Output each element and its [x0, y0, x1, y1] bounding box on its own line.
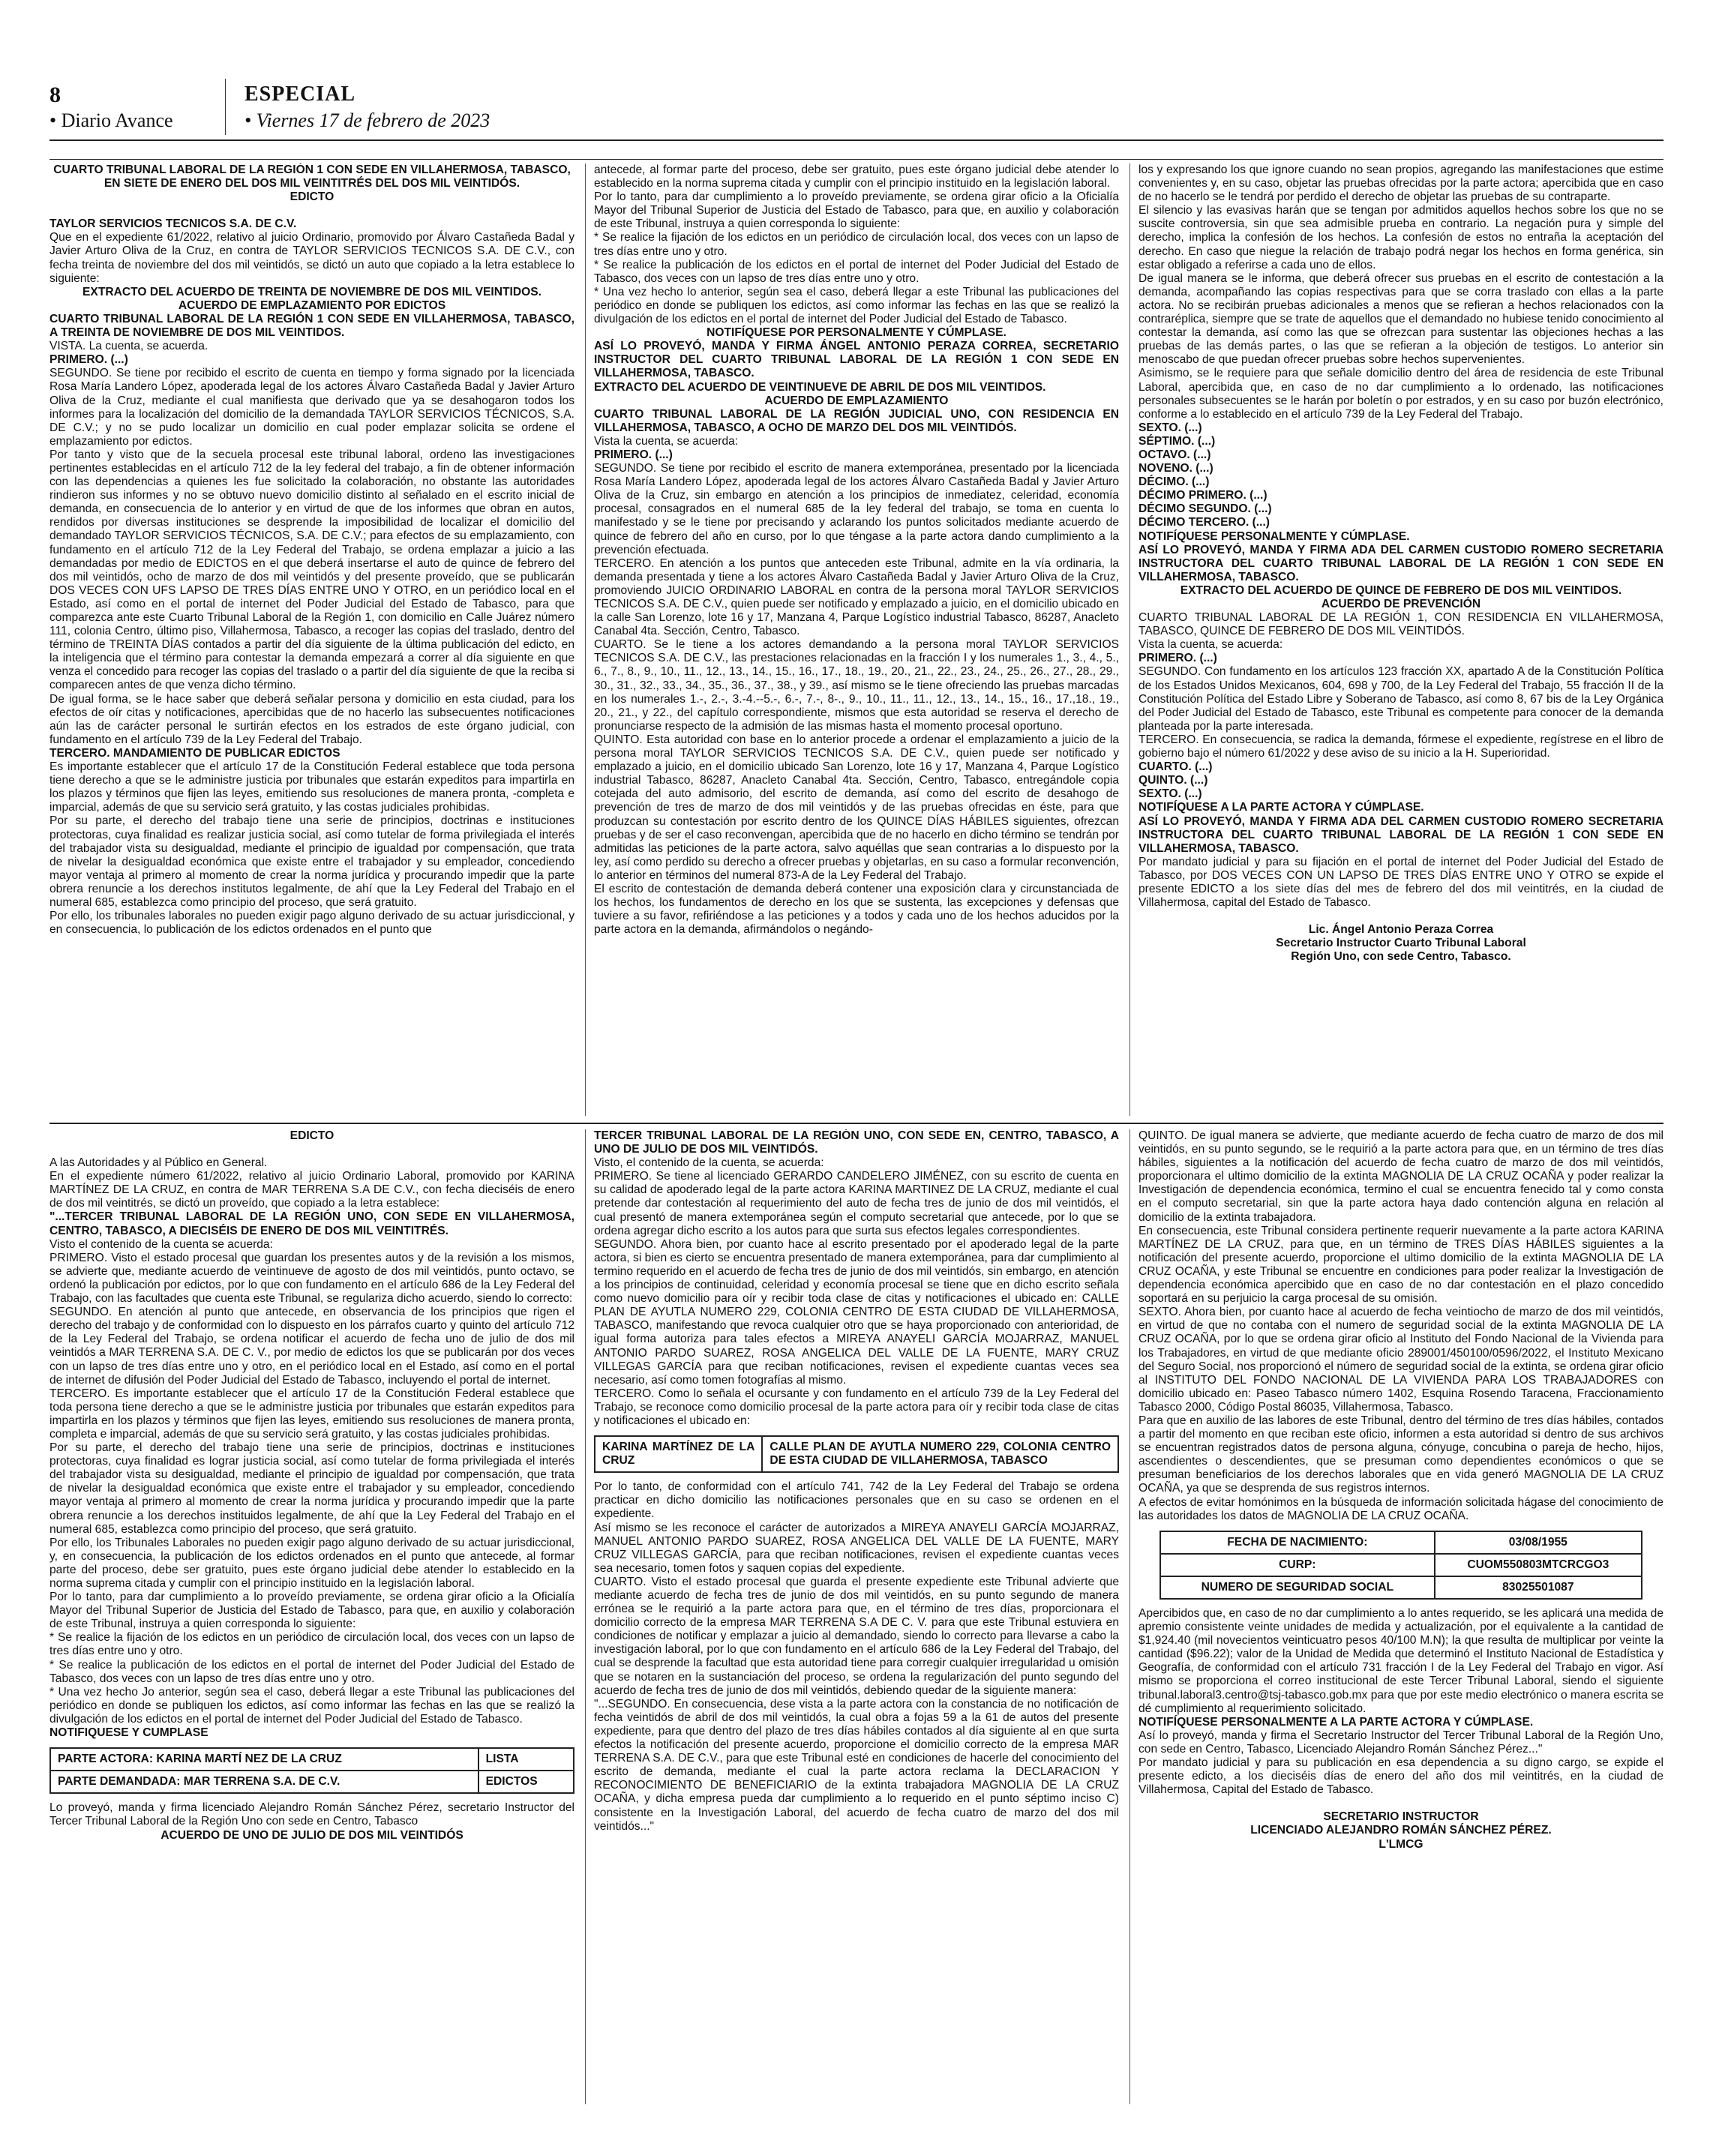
paragraph: En consecuencia, este Tribunal considera pertinente requerir nuevamente a la parte actora KARINA MARTÍNEZ DE LA CRUZ, para que, en un término de TRES DÍAS HÁBILES siguientes a la notificación del presente acuerdo, proporcione el ultimo domicilio de la extinta MAGNOLIA DE LA CRUZ OCAÑA, y este Tribunal se encuentre en condiciones para poder realizar la Investigación de dependencia económica apercibido que en caso de no dar contestación en el plazo concedido soportará en su perjuicio la carga procesal de su omisión.: [1138, 1224, 1664, 1306]
paragraph: En el expediente número 61/2022, relativo al juicio Ordinario Laboral, promovido por KARINA MARTÍNEZ DE LA CRUZ, en contra de MAR TERRENA S.A DE C.V., con fecha dieciséis de enero de dos mil veintitrés, se dictó un proveído, que copiado a la letra establece:: [50, 1170, 574, 1210]
paragraph: SEGUNDO. Se tiene por recibido el escrito de manera extemporánea, presentado por la licenciada Rosa María Landero López, apoderada legal de los actores Álvaro Castañeda Badal y Javier Arturo Oliva de la Cruz, sin embargo en atención a los principios de inmediatez, celeridad, economía procesal, consagrados en el numeral 685 de la ley federal del trabajo, se toma en cuenta lo manifestado y se le tiene por precisando y aclarando los puntos solicitados mediante acuerdo de quince de febrero del año en curso, por lo que téngase a la parte actora dando cumplimiento a la prevención efectuada.: [594, 462, 1119, 556]
paragraph: Por ello, los Tribunales Laborales no pueden exigir pago alguno derivado de su actuar jurisdiccional, y, en consecuencia, la publicación de los edictos ordenados en el punto que antecede, al formar parte del proceso, debe ser gratuito, pues este órgano judicial debe atender lo establecido en la norma suprema citada y cumplir con el principio instituido en la legislación laboral.: [50, 1536, 574, 1590]
edicto-column-5: [594, 1129, 1119, 2104]
list-item: DÉCIMO. (...): [1138, 475, 1210, 489]
paragraph: antecede, al formar parte del proceso, debe ser gratuito, pues este órgano judicial debe atender lo establecido en la norma suprema citada y cumplir con el principio instituido en la legislación laboral.: [594, 163, 1119, 190]
table-row: [1160, 1531, 1642, 1554]
parties-table: [50, 1747, 574, 1794]
header-divider: [225, 79, 226, 135]
list-item: QUINTO. (...): [1138, 774, 1208, 787]
paragraph: los y expresando los que ignore cuando no sean propios, agregando las manifestaciones que estime convenientes y, en su caso, objetar las pruebas ofrecidas por la parte actora; apercibida que en caso de no hacerlo se le tendrá por perdido el derecho de objetar las pruebas de su contraparte.: [1138, 163, 1664, 204]
list-item: CUARTO. (...): [1138, 760, 1213, 774]
signature-name: Lic. Ángel Antonio Peraza Correa: [1308, 923, 1494, 937]
signature-initials: L'LMCG: [1378, 1837, 1424, 1851]
paragraph: QUINTO. De igual manera se advierte, que mediante acuerdo de fecha cuatro de marzo de dos mil veintidós, en su punto segundo, se le requirió a la parte actora para que, en un término de tres días hábiles, siguientes a la notificación del acuerdo de fecha cuatro de marzo de dos mil veintidós, proporcionara el ultimo domicilio de la extinta MAGNOLIA DE LA CRUZ OCAÑA y poder realizar la Investigación de dependencia económica, termino el cual se encuentra fenecido tal y como consta en el computo secretarial, sin que la parte actora haya dado contención alguna en relación al domicilio de la extinta trabajadora.: [1138, 1129, 1664, 1224]
edicto-title: CUARTO TRIBUNAL LABORAL DE LA REGIÓN 1 CON SEDE EN VILLAHERMOSA, TABASCO, EN SIETE DE ENERO DEL DOS MIL VEINTITRÉS DEL DOS MIL VEINTIDÓS.: [53, 163, 571, 190]
paragraph: PRIMERO. Visto el estado procesal que guardan los presentes autos y de la revisión a los mismos, se advierte que, mediante acuerdo de veintinueve de agosto de dos mil veintidós, punto octavo, se ordenó la publicación por edictos, por lo que con fundamento en el artículo 686 de la Ley Federal del Trabajo, con las facultades que cuenta este Tribunal, se regulariza dicho acuerdo, siendo lo correcto:: [50, 1251, 574, 1306]
table-cell: FECHA DE NACIMIENTO:: [1160, 1531, 1435, 1554]
paragraph: Que en el expediente 61/2022, relativo al juicio Ordinario, promovido por Álvaro Castañeda Badal y Javier Arturo Oliva de la Cruz, en contra de TAYLOR SERVICIOS TECNICOS S.A. DE C.V., con fecha treinta de noviembre del dos mil veintidós, se dictó un auto que copiado a la letra establece lo siguiente:: [50, 231, 574, 285]
section-heading: CUARTO TRIBUNAL LABORAL DE LA REGIÓN 1 CON SEDE EN VILLAHERMOSA, TABASCO, A TREINTA DE NOVIEMBRE DE DOS MIL VEINTIDOS.: [50, 312, 574, 340]
table-cell: LISTA: [478, 1748, 574, 1771]
section-heading: TERCERO. MANDAMIENTO DE PUBLICAR EDICTOS: [50, 746, 340, 760]
paragraph: El silencio y las evasivas harán que se tengan por admitidos aquellos hechos sobre los que no se suscite controversia, sin que sea admisible prueba en contrario. La negación pura y simple del derecho, implica la confesión de los hechos. La confesión de estos no entraña la aceptación del derecho. En caso que niegue la relación de trabajo podrá negar los hechos en forma genérica, sin estar obligado a referirse a cada uno de ellos.: [1138, 204, 1664, 271]
table-cell: PARTE ACTORA: KARINA MARTÍ NEZ DE LA CRUZ: [50, 1748, 478, 1771]
list-item: SEXTO. (...): [1138, 787, 1202, 801]
paragraph: PRIMERO. (...): [594, 448, 673, 461]
section-heading: ACUERDO DE PREVENCIÓN: [1321, 598, 1481, 610]
section-separator: [50, 1123, 1664, 1124]
paragraph: Asimismo, se le requiere para que señale domicilio dentro del área de residencia de este Tribunal Laboral, apercibida que, en caso de no dar cumplimiento a lo ordenado, las notificaciones personales subsecuentes se le harán por boletín o por estrados, y en su caso por buzón electrónico, conforme a lo establecido en el artículo 739 de la Ley Federal del Trabajo.: [1138, 367, 1664, 421]
paragraph: Es importante establecer que el artículo 17 de la Constitución Federal establece que toda persona tiene derecho a que se le administre justicia por tribunales que estarán expeditos para impartirla en los plazos y términos que fijen las leyes, emitiendo sus resoluciones de manera pronta, -completa e imparcial, además de que su servicio será gratuito, y las costas judiciales prohibidas.: [50, 760, 574, 814]
bullet-item: * Una vez hecho lo anterior, según sea el caso, deberá llegar a este Tribunal las publicaciones del periódico en donde se publiquen los edictos, así como informar las fechas en las que se realizó la divulgación de los edictos en el portal de internet del Poder Judicial del Estado de Tabasco.: [594, 285, 1119, 326]
section-title: ESPECIAL: [244, 82, 356, 106]
list-item: OCTAVO. (...): [1138, 448, 1211, 461]
page-number: 8: [50, 82, 61, 107]
paragraph: TERCERO. Es importante establecer que el artículo 17 de la Constitución Federal establece que toda persona tiene derecho a que se le administre justicia por tribunales que estarán expeditos para impartirla en los plazos y términos que fijen las leyes, emitiendo sus resoluciones de manera pronta, completa e imparcial, además de que su servicio será gratuito, y las costas judiciales prohibidas.: [50, 1387, 574, 1441]
section-heading: ACUERDO DE UNO DE JULIO DE DOS MIL VEINTIDÓS: [160, 1828, 464, 1842]
table-cell: 03/08/1955: [1435, 1531, 1642, 1554]
paragraph: SEGUNDO. Ahora bien, por cuanto hace al escrito presentado por el apoderado legal de la parte actora, si bien es cierto se encuentra presentado de manera extemporánea, para dar cumplimiento al termino requerido en el acuerdo de fecha tres de junio de dos mil veintidós, sin embargo, en atención a los principios de continuidad, celeridad y economía procesal se tiene que en dicho escrito señala como nuevo domicilio para oír y recibir toda clase de citas y notificaciones el ubicado en: CALLE PLAN DE AYUTLA NUMERO 229, COLONIA CENTRO DE ESTA CIUDAD DE VILLAHERMOSA, TABASCO, manifestando que revoca cualquier otro que se haya proporcionado con anterioridad, de igual forma autoriza para tales efectos a MIREYA ANAYELI GARCÍA MOJARRAZ, MANUEL ANTONIO PARDO SUAREZ, ROSA ANGELICA DEL VALLE DE LA FUENTE, MARY CRUZ VILLEGAS GARCÍA para que reciban notificaciones, revisen el expediente cuantas veces sea necesario, así como tomen fotografías al mismo.: [594, 1237, 1119, 1387]
section-heading: TERCER TRIBUNAL LABORAL DE LA REGIÓN UNO, CON SEDE EN, CENTRO, TABASCO, A UNO DE JULIO DE DOS MIL VEINTIDÓS.: [594, 1129, 1119, 1156]
signature-title: Secretario Instructor Cuarto Tribunal Laboral: [1276, 937, 1526, 950]
section-heading: NOTIFIQUESE Y CUMPLASE: [50, 1726, 208, 1740]
signature-title: SECRETARIO INSTRUCTOR: [1323, 1810, 1479, 1824]
list-item: SEXTO. (...): [1138, 421, 1202, 434]
paragraph: TERCERO. En atención a los puntos que anteceden este Tribunal, admite en la vía ordinaria, la demanda presentada y tiene a los actores Álvaro Castañeda Badal y Javier Arturo Oliva de la Cruz, promoviendo JUICIO ORDINARIO LABORAL en contra de la persona moral TAYLOR SERVICIOS TECNICOS S.A. DE C.V., quien puede ser notificado y emplazado a juicio, en el domicilio ubicado en la calle San Lorenzo, lote 16 y 17, Manzana 4, Parque Logístico industrial Tabasco, 86287, Anacleto Canabal 4ta. Sección, Centro, Tabasco.: [594, 556, 1119, 638]
content-top-rule: [50, 159, 1664, 160]
paragraph: Visto, el contenido de la cuenta, se acuerda:: [594, 1156, 824, 1170]
table-cell: KARINA MARTÍNEZ DE LA CRUZ: [595, 1436, 762, 1472]
section-heading: ASÍ LO PROVEYÓ, MANDA Y FIRMA ÁNGEL ANTONIO PERAZA CORREA, SECRETARIO INSTRUCTOR DEL CUARTO TRIBUNAL LABORAL DE LA REGIÓN 1 CON SEDE EN VILLAHERMOSA, TABASCO.: [594, 340, 1119, 380]
edicto-column-4: [50, 1129, 574, 2104]
paragraph: TERCERO. En consecuencia, se radica la demanda, fórmese el expediente, regístrese en el libro de gobierno bajo el número 61/2022 y dese aviso de su inicio a la H. Superioridad.: [1138, 733, 1664, 760]
table-row: [50, 1771, 574, 1793]
section-heading: NOTIFÍQUESE A LA PARTE ACTORA Y CÚMPLASE.: [1138, 801, 1424, 814]
bullet-item: * Se realice la publicación de los edictos en el portal de internet del Poder Judicial del Estado de Tabasco, dos veces con un lapso de tres días entre uno y otro.: [594, 258, 1119, 285]
section-heading: EXTRACTO DEL ACUERDO DE QUINCE DE FEBRERO DE DOS MIL VEINTIDOS.: [1180, 583, 1622, 597]
edicto-column-6: [1138, 1129, 1664, 2104]
edicto-column-1: [50, 163, 574, 1116]
paragraph: SEXTO. Ahora bien, por cuanto hace al acuerdo de fecha veintiocho de marzo de dos mil veintidós, en virtud de que no contaba con el numero de seguridad social de la extinta MAGNOLIA DE LA CRUZ OCAÑA, por lo que se ordena girar oficio al Instituto del Fondo Nacional de la Vivienda para los Trabajadores, en virtud de que mediante oficio 289001/450100/0596/2022, el Instituto Mexicano del Seguro Social, nos proporcionó el número de seguridad social de la extinta, se ordena girar oficio al INSTITUTO DEL FONDO NACIONAL DE LA VIVIENDA PARA LOS TRABAJADORES con domicilio ubicado en: Paseo Tabasco número 1402, Esquina Rosendo Taracena, Fraccionamiento Tabasco 2000, Código Postal 86035, Villahermosa, Tabasco.: [1138, 1306, 1664, 1414]
publication-date: • Viernes 17 de febrero de 2023: [244, 109, 490, 131]
paragraph: Para que en auxilio de las labores de este Tribunal, dentro del término de tres días hábiles, contados a partir del momento en que reciban este oficio, informen a esta autoridad si dentro de sus archivos se encuentran registrados datos de persona alguna, cónyuge, concubina o pareja de hecho, hijos, ascendientes o descendientes, que se presuman como dependientes económicos o que se presuman beneficiarios de los derechos laborales que en vida generó MAGNOLIA DE LA CRUZ OCAÑA, ya que se desprenda de sus registros internos.: [1138, 1414, 1664, 1495]
bullet-item: * Se realice la fijación de los edictos en un periódico de circulación local, dos veces con un lapso de tres días entre uno y otro.: [594, 231, 1119, 258]
edicto-heading: EDICTO: [290, 1129, 334, 1142]
paragraph: "...TERCER TRIBUNAL LABORAL DE LA REGIÓN UNO, CON SEDE EN VILLAHERMOSA, CENTRO, TABASCO, A DIECISÉIS DE ENERO DE DOS MIL VEINTITRÉS.: [50, 1210, 574, 1237]
table-cell: 83025501087: [1435, 1576, 1642, 1599]
list-item: SÉPTIMO. (...): [1138, 434, 1216, 448]
paragraph: Por lo tanto, para dar cumplimiento a lo proveído previamente, se ordena girar oficio a la Oficialía Mayor del Tribunal Superior de Justicia del Estado de Tabasco, para que, en auxilio y colaboración de este Tribunal, instruya a quien corresponda lo siguiente:: [50, 1591, 574, 1631]
table-cell: CUOM550803MTCRCGO3: [1435, 1554, 1642, 1576]
header-rule: [50, 139, 1664, 141]
section-heading: ACUERDO DE EMPLAZAMIENTO POR EDICTOS: [178, 298, 446, 312]
edicto-heading: EDICTO: [290, 190, 334, 204]
edicto-column-2: [594, 163, 1119, 1116]
newspaper-name: • Diario Avance: [50, 109, 173, 131]
paragraph: QUINTO. Esta autoridad con base en lo anterior procede a ordenar el emplazamiento a juicio de la persona moral TAYLOR SERVICIOS TECNICOS S.A. DE C.V., quien puede ser notificado y emplazado a juicio, en el domicilio ubicado San Lorenzo, lote 16 y 17, Manzana 4, Parque Logístico industrial Tabasco, 86287, Anacleto Canabal 4ta. Sección, Centro, Tabasco, entregándole copia cotejada del auto admisorio, del escrito de demanda, así como del escrito de desahogo de prevención de tres de marzo de dos mil veintidós y de las pruebas ofrecidas en éste, para que produzcan su contestación por escrito dentro de los QUINCE DÍAS HÁBILES siguientes, ofrezcan pruebas y de ser el caso reconvengan, apercibida que de no hacerlo en dicho término se tendrán por admitidas las peticiones de la parte actora, salvo aquéllas que sean contrarias a lo dispuesto por la ley, así como perdido su derecho a ofrecer pruebas y objetarlas, en su caso a formular reconvención, lo anterior en términos del numeral 873-A de la Ley Federal del Trabajo.: [594, 733, 1119, 882]
paragraph: Por mandato judicial y para su fijación en el portal de internet del Poder Judicial del Estado de Tabasco, por DOS VECES CON UN LAPSO DE TRES DÍAS ENTRE UNO Y OTRO se expide el presente EDICTO a los siete días del mes de febrero del dos mil veintitrés, en la ciudad de Villahermosa, capital del Estado de Tabasco.: [1138, 855, 1664, 910]
paragraph: CUARTO. Visto el estado procesal que guarda el presente expediente este Tribunal advierte que mediante acuerdo de fecha tres de junio de dos mil veintidós, en su punto segundo de manera errónea se le requirió a la parte actora para que, en el término de tres días, proporcionara el domicilio correcto de la empresa MAR TERRENA S.A DE C. V. para que este Tribunal estuviera en condiciones de notificar y emplazar a juicio al demandado, siendo lo correcto para llevarse a cabo la investigación laboral, por lo que con fundamento en el artículo 686 de la Ley Federal del Trabajo, del cual se desprende la facultad que esta autoridad tiene para corregir cualquier irregularidad u omisión que se notaren en la sustanciación del proceso, se ordena la regularización del punto segundo del acuerdo de fecha tres de junio de dos mil veintidós, debiendo quedar de la siguiente manera:: [594, 1575, 1119, 1697]
paragraph: TERCERO. Como lo señala el ocursante y con fundamento en el artículo 739 de la Ley Federal del Trabajo, se reconoce como domicilio procesal de la parte actora para oír y recibir toda clase de citas y notificaciones el ubicado en:: [594, 1387, 1119, 1427]
list-item: DÉCIMO SEGUNDO. (...): [1138, 502, 1272, 516]
list-item: DÉCIMO TERCERO. (...): [1138, 516, 1270, 529]
paragraph: Por mandato judicial y para su publicación en esa dependencia a su digno cargo, se expide el presente edicto, a los dieciséis días de enero del año dos mil veintitrés, en la ciudad de Villahermosa, Capital del Estado de Tabasco.: [1138, 1756, 1664, 1797]
bullet-item: * Una vez hecho Jo anterior, según sea el caso, deberá llegar a este Tribunal las publicaciones del periódico en donde se publiquen los edictos, así como informar las fechas en las que se realizó la divulgación de los edictos en el portal de internet del Poder Judicial del Estado de Tabasco.: [50, 1685, 574, 1726]
paragraph: Visto el contenido de la cuenta se acuerda:: [50, 1237, 273, 1251]
paragraph: A efectos de evitar homónimos en la búsqueda de información solicitada hágase del conocimiento de las autoridades los datos de MAGNOLIA DE LA CRUZ OCAÑA.: [1138, 1495, 1664, 1522]
paragraph: Por su parte, el derecho del trabajo tiene una serie de principios, doctrinas e instituciones protectoras, cuya finalidad es lograr justicia social, así como tutelar de forma privilegiada el interés del trabajador vista su desigualdad, mediante el principio de igualdad por compensación, que trata de nivelar la desigualdad económica que existe entre el trabajador y su empleador, concediendo mayor ventaja al primero al momento de crear la norma jurídica y procurando impedir que la parte obrera renuncie a los derechos instituidos legalmente, de ahí que la Ley Federal del Trabajo en el numeral 685, establezca como principio del proceso, que será gratuito.: [50, 1441, 574, 1536]
paragraph: PRIMERO. (...): [50, 353, 128, 367]
section-heading: ASÍ LO PROVEYÓ, MANDA Y FIRMA ADA DEL CARMEN CUSTODIO ROMERO SECRETARIA INSTRUCTORA DEL CUARTO TRIBUNAL LABORAL DE LA REGIÓN 1 CON SEDE EN VILLAHERMOSA, TABASCO.: [1138, 543, 1664, 583]
table-row: [50, 1748, 574, 1771]
list-item: NOVENO. (...): [1138, 462, 1214, 475]
bullet-item: * Se realice la publicación de los edictos en el portal de internet del Poder Judicial del Estado de Tabasco, dos veces con un lapso de tres días entre uno y otro.: [50, 1658, 574, 1685]
section-heading: EXTRACTO DEL ACUERDO DE TREINTA DE NOVIEMBRE DE DOS MIL VEINTIDOS.: [82, 285, 542, 298]
paragraph: CUARTO TRIBUNAL LABORAL DE LA REGIÓN 1, CON RESIDENCIA EN VILLAHERMOSA, TABASCO, QUINCE DE FEBRERO DE DOS MIL VEINTIDÓS.: [1138, 611, 1664, 638]
paragraph: De igual forma, se le hace saber que deberá señalar persona y domicilio en esta ciudad, para los efectos de oír citas y notificaciones, apercibidas que de no hacerlo las subsecuentes notificaciones aún las de carácter personal le surtirán efectos en los estrados de este órgano judicial, con fundamento en el artículo 739 de la Ley Federal del Trabajo.: [50, 692, 574, 746]
paragraph: Así mismo se les reconoce el carácter de autorizados a MIREYA ANAYELI GARCÍA MOJARRAZ, MANUEL ANTONIO PARDO SUAREZ, ROSA ANGELICA DEL VALLE DE LA FUENTE, MARY CRUZ VILLEGAS GARCÍA, para que reciban notificaciones, revisen el expediente cuantas veces sea necesario, tomen fotos y saquen copias del expediente.: [594, 1521, 1119, 1575]
table-cell: NUMERO DE SEGURIDAD SOCIAL: [1160, 1576, 1435, 1599]
paragraph: Vista la cuenta, se acuerda:: [1138, 638, 1283, 652]
paragraph: Por lo tanto, de conformidad con el artículo 741, 742 de la Ley Federal del Trabajo se ordena practicar en dicho domicilio las notificaciones personales que en su caso se ordenen en el expediente.: [594, 1480, 1119, 1521]
list-item: DÉCIMO PRIMERO. (...): [1138, 489, 1268, 502]
paragraph: SEGUNDO. Se tiene por recibido el escrito de cuenta en tiempo y forma signado por la licenciada Rosa María Landero López, apoderada legal de los actores Álvaro Castañeda Badal y Javier Arturo Oliva de la Cruz, mediante el cual manifiesta que derivado que ya se desahogaron todos los informes para la localización del domicilio de la demandada TAYLOR SERVICIOS TÉCNICOS, S.A. DE C.V.; y no se pudo localizar un domicilio en cual poder emplazar solicita se ordene el emplazamiento por edictos.: [50, 367, 574, 448]
table-row: [1160, 1576, 1642, 1599]
paragraph: CUARTO. Se le tiene a los actores demandando a la persona moral TAYLOR SERVICIOS TECNICOS S.A. DE C.V., las prestaciones relacionadas en la fracción I y los numerales 1., 3., 4., 5., 6., 7., 8., 9., 10., 11., 12., 13., 14., 15., 16., 17., 18., 19., 20., 21., 22., 23., 24., 25., 26., 27., 28., 29., 30., 31., 32., 33., 34., 35., 36., 37., 38., y 39., así mismo se le tiene ofreciendo las pruebas marcadas en los numerales 1.-, 2.-, 3.-4.--5.-, 6.-, 7.-, 8-., 9., 10., 11., 11., 12., 13., 14., 15., 16., 17.,18., 19., 20., 21., y 22., del capítulo correspondiente, mismos que esta autoridad se reserva el derecho de pronunciarse respecto de la admisión de las mismas hasta el momento procesal oportuno.: [594, 638, 1119, 733]
edicto-column-3: [1138, 163, 1664, 1116]
column-divider: [585, 163, 586, 1116]
section-heading: NOTIFÍQUESE PERSONALMENTE Y CÚMPLASE.: [1138, 529, 1410, 543]
table-row: [1160, 1554, 1642, 1576]
bullet-item: * Se realice la fijación de los edictos en un periódico de circulación local, dos veces con un lapso de tres días entre uno y otro.: [50, 1631, 574, 1658]
section-heading: NOTIFÍQUESE PERSONALMENTE A LA PARTE ACTORA Y CÚMPLASE.: [1138, 1715, 1534, 1729]
paragraph: Así lo proveyó, manda y firma el Secretario Instructor del Tercer Tribunal Laboral de la Región Uno, con sede en Centro, Tabasco, Licenciado Alejandro Román Sánchez Pérez...": [1138, 1729, 1664, 1756]
section-heading: ASÍ LO PROVEYÓ, MANDA Y FIRMA ADA DEL CARMEN CUSTODIO ROMERO SECRETARIA INSTRUCTORA DEL CUARTO TRIBUNAL LABORAL DE LA REGIÓN 1 CON SEDE EN VILLAHERMOSA, TABASCO.: [1138, 814, 1664, 855]
paragraph: A las Autoridades y al Público en General.: [50, 1156, 268, 1170]
paragraph: El escrito de contestación de demanda deberá contener una exposición clara y circunstanciada de los hechos, los fundamentos de derecho en los que se sustenta, las excepciones y defensas que tuviere a su favor, refiriéndose a las peticiones y a todos y cada uno de los hechos aducidos por la parte actora en la demanda, afirmándolos o negándo-: [594, 882, 1119, 937]
table-row: [595, 1436, 1118, 1472]
paragraph: PRIMERO. Se tiene al licenciado GERARDO CANDELERO JIMÉNEZ, con su escrito de cuenta en su calidad de apoderado legal de la parte actora KARINA MARTINEZ DE LA CRUZ, mediante el cual pretende dar contestación al requerimiento del auto de fecha tres de junio de dos mil veintidós, el cual presentó de manera extemporánea según el computo secretarial que antecede, por lo que se ordena agregar dicho escrito a los autos para que surta sus efectos legales correspondientes.: [594, 1170, 1119, 1237]
table-cell: EDICTOS: [478, 1771, 574, 1793]
table-cell: CALLE PLAN DE AYUTLA NUMERO 229, COLONIA CENTRO DE ESTA CIUDAD DE VILLAHERMOSA, TABASCO: [762, 1436, 1118, 1472]
paragraph: "...SEGUNDO. En consecuencia, dese vista a la parte actora con la constancia de no notificación de fecha veintidós de abril de dos mil veintidós, la cual obra a fojas 59 a la 61 de autos del presente expediente, para que dentro del plazo de tres días hábiles contados al día siguiente al en que surta efectos la notificación del presente acuerdo, proporcione el domicilio correcto de la empresa MAR TERRENA S.A. DE C.V., para que este Tribunal esté en condiciones de hacerle del conocimiento del escrito de demanda, mediante el cual la parte actora reclama la DECLARACION Y RECONOCIMIENTO DE BENEFICIARIO de la extinta trabajadora MAGNOLIA DE LA CRUZ OCAÑA, y dicha empresa pueda dar cumplimiento a lo requerido en el punto séptimo inciso C) consistente en la Investigación Laboral, del acuerdo de fecha cuatro de marzo del dos mil veintidós...": [594, 1697, 1119, 1833]
identity-table: [1160, 1531, 1642, 1600]
paragraph: Por lo tanto, para dar cumplimiento a lo proveído previamente, se ordena girar oficio a la Oficialía Mayor del Tribunal Superior de Justicia del Estado de Tabasco, para que, en auxilio y colaboración de este Tribunal, instruya a quien corresponda lo siguiente:: [594, 190, 1119, 231]
paragraph: Por su parte, el derecho del trabajo tiene una serie de principios, doctrinas e instituciones protectoras, cuya finalidad es realizar justicia social, así como tutelar de forma privilegiada el interés del trabajador vista su desigualdad, mediante el principio de igualdad por compensación, que trata de nivelar la desigualdad económica que existe entre el trabajador y su empleador, concediendo mayor ventaja al primero al momento de crear la norma jurídica y procurando impedir que la parte obrera renuncie a los derechos institutos legalmente, de ahí que la Ley Federal del Trabajo en el numeral 685, establezca como principio del proceso, que será gratuito.: [50, 814, 574, 909]
section-heading: EXTRACTO DEL ACUERDO DE VEINTINUEVE DE ABRIL DE DOS MIL VEINTIDOS.: [594, 380, 1046, 394]
paragraph: PRIMERO. (...): [1138, 652, 1217, 665]
table-cell: PARTE DEMANDADA: MAR TERRENA S.A. DE C.V.: [50, 1771, 478, 1793]
address-table: [594, 1435, 1119, 1473]
table-cell: CURP:: [1160, 1554, 1435, 1576]
paragraph: Por tanto y visto que de la secuela procesal este tribunal laboral, ordeno las investigaciones pertinentes establecidas en el artículo 712 de la ley federal del trabajo, a fin de obtener información con las dependencias a quienes les fue solicitado la colaboración, no obstante las autoridades rindieron sus informes y no se obtuvo nuevo domicilio distinto al señalado en el escrito inicial de demanda, en consecuencia de lo anterior y en virtud de que de los informes que obran en autos, rendidos por diversas instituciones se desprende la imposibilidad de localizar el domicilio del demandado TAYLOR SERVICIOS TÉCNICOS, S.A. DE C.V.; para efectos de su emplazamiento, con fundamento en el artículo 712 de la Ley Federal del Trabajo, se ordena emplazar a juicio a las demandadas por medio de EDICTOS en el que deberá insertarse el auto de quince de febrero del dos mil veintidós, ocho de marzo de dos mil veintidós y del presente proveído, que se publicarán DOS VECES CON UFS LAPSO DE TRES DÍAS ENTRE UNO Y OTRO, en un periódico local en el Estado, así como en el portal de internet del Poder Judicial del Estado de Tabasco, para que comparezca ante este Cuarto Tribunal Laboral de la Región 1, con domicilio en Calle Juárez número 111, colonia Centro, último piso, Villahermosa, Tabasco, a recoger las copias del traslado, dentro del término de TREINTA DÍAS contados a partir del día siguiente de la última publicación del edicto, en la inteligencia que el término para contestar la demanda empezará a correr al día siguiente en que venza el concedido para recoger las copias del traslado o a partir del día siguiente de que la reciba si comparecen antes de que venza dicho término.: [50, 448, 574, 692]
signature-title: Región Uno, con sede Centro, Tabasco.: [1291, 950, 1511, 964]
section-heading: NOTIFÍQUESE POR PERSONALMENTE Y CÚMPLASE.: [706, 326, 1006, 340]
paragraph: Apercibidos que, en caso de no dar cumplimiento a lo antes requerido, se les aplicará una medida de apremio consistente veinte unidades de medida y actualización, por el equivalente a la cantidad de $1,924.40 (mil novecientos veinticuatro pesos 40/100 M.N); la que resulta de multiplicar por veinte la cantidad ($96.22); valor de la Unidad de Medida que determinó el Instituto Nacional de Estadística y Geografía, de conformidad con el artículo 731 fracción I de la Ley Federal del Trabajo en vigor. Así mismo se proporciona el correo institucional de este Tercer Tribunal Laboral, siendo el siguiente tribunal.laboral3.centro@tsj-tabasco.gob.mx para que por este medio electrónico o manera escrita se dé cumplimiento al requerimiento solicitado.: [1138, 1607, 1664, 1715]
paragraph: Vista la cuenta, se acuerda:: [594, 434, 739, 448]
signature-name: LICENCIADO ALEJANDRO ROMÁN SÁNCHEZ PÉREZ.: [1250, 1824, 1552, 1837]
paragraph: VISTA. La cuenta, se acuerda.: [50, 340, 208, 353]
paragraph: De igual manera se le informa, que deberá ofrecer sus pruebas en el escrito de contestación a la demanda, acompañando las copias respectivas para que se corra traslado con ellas a la parte actora. No se recibirán pruebas adicionales a menos que se refieran a hechos relacionados con la contraréplica, siempre que se trate de aquellos que el demandado no hubiese tenido conocimiento al contestar la demanda, así como las que se ofrezcan para sustentar las objeciones hechas a las pruebas de las demás partes, o las que se refieran a la objeción de testigos. Lo anterior sin menoscabo de que puedan ofrecer pruebas sobre hechos supervenientes.: [1138, 271, 1664, 367]
section-heading: ACUERDO DE EMPLAZAMIENTO: [764, 394, 949, 407]
paragraph: Por ello, los tribunales laborales no pueden exigir pago alguno derivado de su actuar jurisdiccional, y en consecuencia, lo publicación de los edictos ordenados en el punto que: [50, 910, 574, 937]
paragraph: SEGUNDO. Con fundamento en los artículos 123 fracción XX, apartado A de la Constitución Política de los Estados Unidos Mexicanos, 604, 698 y 700, de la Ley Federal del Trabajo, 55 fracción II de la Constitución Política del Estado Libre y Soberano de Tabasco, así como 8, 67 bis de la Ley Orgánica del Poder Judicial del Estado de Tabasco, este Tribunal es competente para conocer de la demanda planteada por la parte interesada.: [1138, 665, 1664, 733]
section-heading: CUARTO TRIBUNAL LABORAL DE LA REGIÓN JUDICIAL UNO, CON RESIDENCIA EN VILLAHERMOSA, TABASCO, A OCHO DE MARZO DEL DOS MIL VEINTIDÓS.: [594, 407, 1119, 434]
paragraph: Lo proveyó, manda y firma licenciado Alejandro Román Sánchez Pérez, secretario Instructor del Tercer Tribunal Laboral de la Región Uno con sede en Centro, Tabasco: [50, 1801, 574, 1828]
company-name: TAYLOR SERVICIOS TECNICOS S.A. DE C.V.: [50, 217, 297, 231]
column-divider: [585, 1129, 586, 2104]
paragraph: SEGUNDO. En atención al punto que antecede, en observancia de los principios que rigen el derecho del trabajo y de conformidad con lo dispuesto en los párrafos cuarto y quinto del artículo 712 de la Ley Federal del Trabajo, se ordena notificar el acuerdo de fecha uno de julio de dos mil veintidós a MAR TERRENA S.A. DE C. V., por medio de edictos los que se publicarán por dos veces con un lapso de tres días entre uno y otro, en el periódico local en el Estado, así como en el portal de internet de difusión del Poder Judicial del Estado de Tabasco, incluyendo el portal de internet.: [50, 1306, 574, 1387]
